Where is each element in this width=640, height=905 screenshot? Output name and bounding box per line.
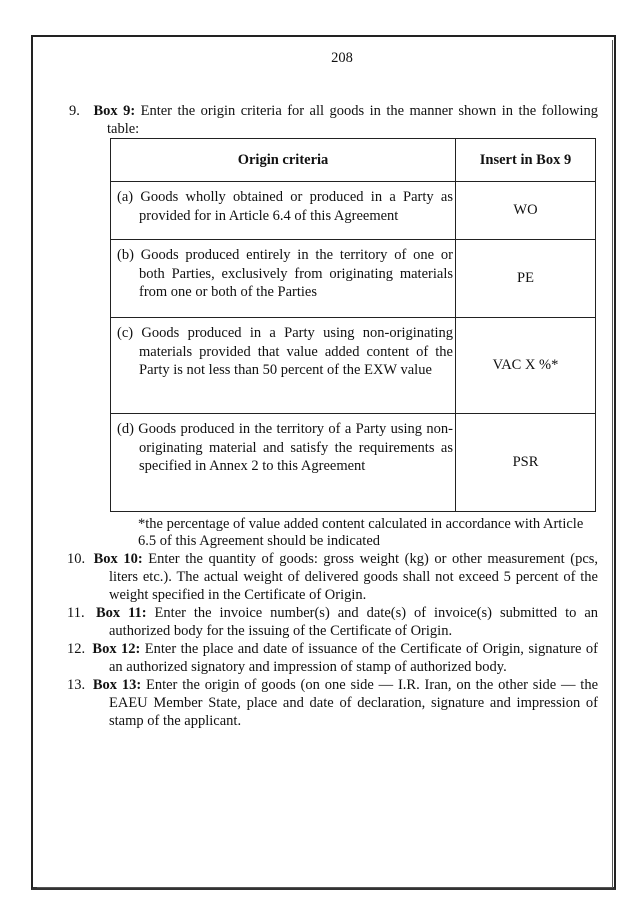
table-row: [111, 318, 596, 414]
criteria-text: (c) Goods produced in a Party using non-originating materials provided that value added content of the Party is not less than 50 percent of the EXW value: [117, 325, 453, 378]
column-header: Insert in Box 9: [456, 139, 596, 182]
item-9: 9. Box 9: Enter the origin criteria for all goods in the manner shown in the following table:: [69, 103, 599, 137]
item-text: Enter the origin of goods (on one side — I.R. Iran, on the other side — the EAEU Member State, place and date of declaration, signature and impression of stamp of the applicant.: [109, 677, 599, 729]
page-number: 208: [331, 50, 353, 66]
box-label: Box 10:: [93, 551, 143, 567]
document-body: [67, 102, 599, 730]
item-11: 11. Box 11: Enter the invoice number(s) and date(s) of invoice(s) submitted to an authorized body for the issuing of the Certificate of Origin.: [67, 605, 599, 639]
criteria-cell: [111, 318, 456, 414]
criteria-cell: [111, 240, 456, 318]
table-header-row: [111, 139, 596, 182]
criteria-text: (d) Goods produced in the territory of a Party using non-originating material and satisfy the requirements as specified in Annex 2 to this Agreement: [117, 421, 453, 474]
criteria-cell: [111, 182, 456, 240]
origin-criteria-table: [110, 138, 596, 512]
code-cell: VAC X %*: [456, 318, 596, 414]
item-text: Enter the quantity of goods: gross weight (kg) or other measurement (pcs, liters etc.). The actual weight of delivered goods shall not exceed 5 percent of the weight specified in the Certificate of Origin.: [109, 551, 599, 603]
box-label: Box 13:: [92, 677, 142, 693]
criteria-cell: [111, 414, 456, 512]
box-label: Box 12:: [92, 641, 141, 657]
table-row: [111, 182, 596, 240]
item-text: Enter the origin criteria for all goods in the manner shown in the following table:: [107, 103, 599, 137]
criteria-text: (a) Goods wholly obtained or produced in a Party as provided for in Article 6.4 of this Agreement: [117, 189, 453, 224]
criteria-text: (b) Goods produced entirely in the territory of one or both Parties, exclusively from originating materials from one or both of the Parties: [117, 247, 453, 300]
column-header: Origin criteria: [111, 139, 456, 182]
box-label: Box 11:: [95, 605, 147, 621]
item-text: Enter the place and date of issuance of the Certificate of Origin, signature of an authorized signatory and impression of stamp of authorized body.: [109, 641, 598, 675]
item-12: 12. Box 12: Enter the place and date of issuance of the Certificate of Origin, signature of an authorized signatory and impression of stamp of authorized body.: [67, 641, 598, 675]
item-13: 13. Box 13: Enter the origin of goods (on one side — I.R. Iran, on the other side — the EAEU Member State, place and date of declaration, signature and impression of stamp of the applicant.: [67, 677, 599, 729]
item-text: Enter the invoice number(s) and date(s) of invoice(s) submitted to an authorized body for the issuing of the Certificate of Origin.: [109, 605, 599, 639]
table-row: [111, 414, 596, 512]
code-cell: PSR: [456, 414, 596, 512]
code-cell: WO: [456, 182, 596, 240]
table-row: [111, 240, 596, 318]
item-10: 10. Box 10: Enter the quantity of goods: gross weight (kg) or other measurement (pcs, liters etc.). The actual weight of delivered goods shall not exceed 5 percent of the weight specified in the Certificate of Origin.: [67, 551, 599, 603]
box-label: Box 9:: [93, 103, 136, 119]
table-footnote: *the percentage of value added content calculated in accordance with Article 6.5 of this Agreement should be indicated: [138, 516, 584, 549]
code-cell: PE: [456, 240, 596, 318]
